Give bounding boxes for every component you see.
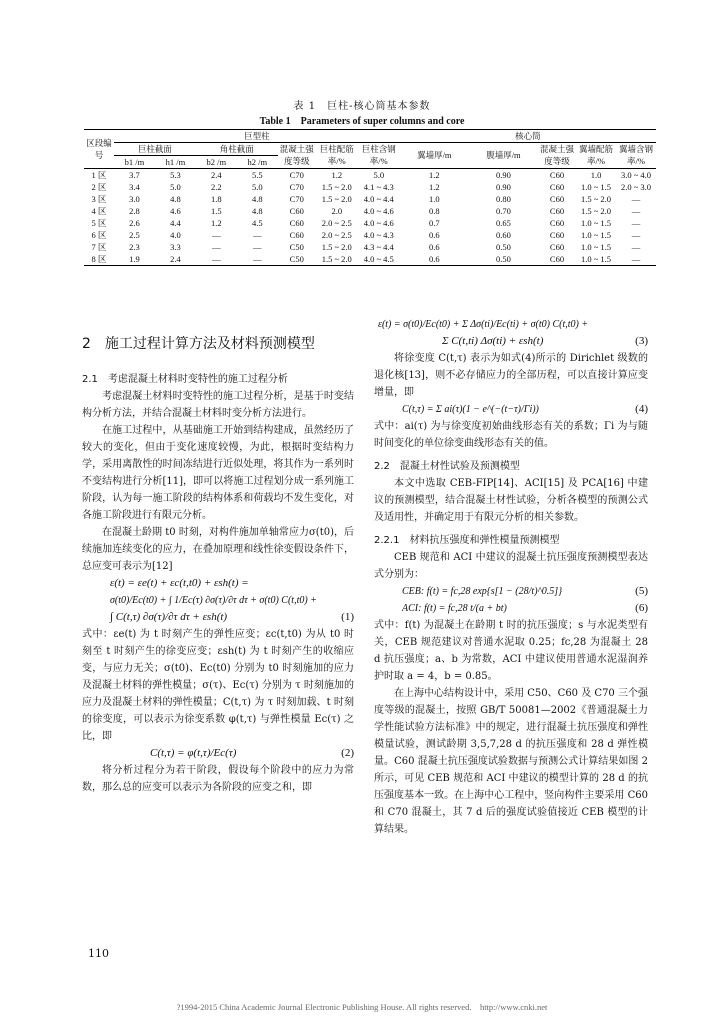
equation-number: (4) — [635, 403, 648, 415]
table-cell: 1.5 ~ 2.0 — [321, 241, 352, 252]
table-cell: 2.0 ~ 2.5 — [321, 217, 352, 228]
table-cell: — — [631, 205, 641, 216]
table-row — [84, 205, 656, 217]
table-cell: 2.0 ~ 2.5 — [321, 229, 352, 240]
table-cell: 2.8 — [129, 205, 140, 216]
table-cell: — — [631, 217, 641, 228]
header-b2: b2 /m — [196, 156, 237, 169]
equation-text: C(t,τ) = Σ ai(τ)(1 − e^(−(t−τ)/Γi)) — [402, 404, 539, 415]
equation-number: (5) — [635, 585, 648, 597]
equation-text: ε(t) = σ(t0)/Ec(t0) + Σ Δσ(ti)/Ec(ti) + σ(t0) C(t,t0) + — [378, 319, 589, 330]
table-body — [84, 168, 656, 265]
table-cell: C70 — [289, 181, 304, 192]
table-cell: 3.3 — [170, 241, 181, 252]
table-cell: 3.0 ~ 4.0 — [620, 169, 652, 180]
table-cell: 1.2 — [331, 169, 343, 180]
paragraph: 在混凝土龄期 t0 时刻，对构件施加单轴常应力σ(t0)，后续施加连续变化的应力，在叠加原理和线性徐变假设条件下，总应变可表示为[12] — [82, 527, 354, 572]
table-cell: C50 — [289, 241, 304, 252]
table-cell: 2.6 — [129, 217, 140, 228]
table-cell: 0.50 — [469, 253, 538, 266]
equation-number: (3) — [635, 335, 648, 347]
table-cell: — — [253, 229, 262, 240]
table-cell: — — [253, 241, 262, 252]
table-cell: 0.80 — [495, 193, 511, 204]
paragraph: 将徐变度 C(t,τ) 表示为如式(4)所示的 Dirichlet 级数的退化核[13]，则不必存储应力的全部历程，可以直接计算应变增量，即 — [374, 353, 648, 398]
equation-text: ∫ C(t,τ) ∂σ(τ)/∂τ dτ + εsh(t) — [110, 611, 228, 623]
equation-5 — [374, 583, 648, 600]
header-flange: 翼墙厚/m — [400, 143, 469, 169]
header-b1: b1 /m — [114, 156, 155, 169]
paragraph: 本文中选取 CEB-FIP[14]、ACI[15] 及 PCA[16] 中建议的预测模型，结合混凝土材性试验，分析各模型的预测公式及适用性，并确定用于有限元分析的相关参数。 — [374, 478, 648, 523]
table-cell: 1.2 — [428, 169, 440, 180]
subsection-heading-2-1: 2.1 考虑混凝土材料时变特性的施工过程分析 — [82, 374, 288, 385]
table-row — [84, 217, 656, 229]
table-cell: 1.0 ~ 1.5 — [576, 253, 616, 266]
table-cell: 4.0 ~ 4.3 — [363, 229, 394, 240]
table-cell: C60 — [549, 193, 565, 204]
table-cell: 6 区 — [91, 229, 107, 240]
equation-text: ε(t) = εe(t) + εc(t,t0) + εsh(t) = — [110, 577, 249, 589]
table-cell: 3.4 — [129, 181, 140, 192]
table-cell: 4.0 ~ 4.6 — [363, 217, 394, 228]
table-cell: 1.8 — [211, 193, 222, 204]
table-cell: — — [212, 241, 221, 252]
table-caption-cn: 表 1 巨柱-核心筒基本参数 — [293, 101, 431, 112]
table-cell: 1.5 ~ 2.0 — [321, 181, 352, 192]
table-row — [84, 181, 656, 193]
table-cell: 1.0 ~ 1.5 — [580, 217, 612, 228]
table-cell: 4.0 ~ 4.4 — [363, 193, 394, 204]
table-cell: — — [616, 253, 656, 266]
equation-number: (2) — [341, 747, 354, 759]
table-cell: 2.2 — [211, 181, 222, 192]
table-cell: 5.0 — [251, 181, 263, 192]
table-cell: 3 区 — [91, 193, 107, 204]
table-cell: 1 区 — [91, 169, 107, 180]
subsection-heading-2-2: 2.2 混凝土材性试验及预测模型 — [374, 461, 520, 472]
table-cell: 4.0 — [170, 229, 181, 240]
table-cell: C60 — [289, 229, 304, 240]
equation-text: C(t,τ) = φ(t,τ)/Ec(τ) — [150, 747, 237, 759]
table-cell: 4.5 — [251, 217, 263, 228]
table-cell: 4.1 ~ 4.3 — [363, 181, 394, 192]
paragraph: 考虑混凝土材料时变特性的施工过程分析，是基于时变结构分析方法，并结合混凝土材料时变分析方法进行。 — [82, 391, 354, 419]
table-cell: 5.5 — [251, 169, 263, 180]
header-concrete: 混凝土强度等级 — [279, 144, 314, 167]
table-row — [84, 168, 656, 181]
header-zone: 区段编号 — [84, 130, 114, 169]
equation-text: Σ C(t,ti) Δσ(ti) + εsh(t) — [442, 335, 544, 347]
table-cell: 1.5 ~ 2.0 — [321, 193, 352, 204]
table-cell: 1.0 ~ 1.5 — [580, 229, 612, 240]
table-cell: 1.5 — [211, 205, 222, 216]
table-cell: 0.6 — [428, 229, 440, 240]
header-corner: 角柱截面 — [196, 143, 278, 156]
table-cell: 1.5 ~ 2.0 — [580, 193, 612, 204]
paragraph: 式中：ai(τ) 为与徐变度初始曲线形态有关的系数；Γi 为与随时间变化的单位徐变曲线形态有关的值。 — [374, 421, 648, 449]
paragraph: 在上海中心结构设计中，采用 C50、C60 及 C70 三个强度等级的混凝土，按照 GB/T 50081—2002《普通混凝土力学性能试验方法标准》中的规定，进行混凝土抗压强度和弹性模量试验，测试龄期 3,5,7,28 d 的抗压强度和 28 d 弹性模量。C60 混凝土抗压强度试验数据与预测公式计算结果如图 2 所示，可见 CEB 规范和 ACI 中建议的模型计算的 28 d 的抗压强度基本一致。在上海中心工程中，竖向构件主要采用 C60 和 C70 混凝土，其 7 d 后的强度试验值接近 CEB 模型的计算结果。 — [374, 688, 648, 835]
table-cell: 0.6 — [428, 241, 440, 252]
equation-1-line-1 — [82, 575, 354, 592]
table-cell: 2.0 ~ 3.0 — [620, 181, 652, 192]
section-heading-2: 2 施工过程计算方法及材料预测模型 — [82, 336, 315, 352]
table-cell: 8 区 — [84, 253, 114, 266]
table-cell: 4.8 — [251, 193, 263, 204]
table-cell: 4.8 — [251, 205, 263, 216]
table-cell: 2.3 — [129, 241, 140, 252]
table-cell: 4 区 — [91, 205, 107, 216]
subsection-heading-2-2-1: 2.2.1 材料抗压强度和弹性模量预测模型 — [374, 535, 560, 546]
paragraph: CEB 规范和 ACI 中建议的混凝土抗压强度预测模型表达式分别为： — [374, 552, 648, 580]
table-cell: 3.0 — [129, 193, 140, 204]
table-cell: 1.9 — [114, 253, 155, 266]
table-cell: 0.70 — [495, 205, 511, 216]
table-cell: C60 — [549, 169, 565, 180]
table-cell: 0.50 — [495, 241, 511, 252]
equation-text: σ(t0)/Ec(t0) + ∫ 1/Ec(τ) ∂σ(τ)/∂τ dτ + σ(t0) C(t,t0) + — [110, 595, 317, 606]
table-cell: 2 区 — [91, 181, 107, 192]
table-cell: — — [631, 193, 641, 204]
table-cell: 0.60 — [495, 229, 511, 240]
table-cell: 4.0 ~ 4.6 — [363, 205, 394, 216]
page-number: 110 — [88, 947, 109, 960]
table-cell: 5.3 — [170, 169, 181, 180]
table-cell: C60 — [549, 217, 565, 228]
equation-3-line-1 — [374, 316, 648, 333]
copyright-footer: ?1994-2015 China Academic Journal Electronic Publishing House. All rights reserved. http://www.cnki.net — [176, 1002, 548, 1012]
table-cell: — — [631, 241, 641, 252]
table-cell: 2.4 — [211, 169, 222, 180]
table-cell: 7 区 — [91, 241, 107, 252]
table-cell: C60 — [549, 205, 565, 216]
table-cell: 0.90 — [495, 169, 511, 180]
table-cell: 5 区 — [91, 217, 107, 228]
table-cell: 0.8 — [428, 205, 440, 216]
table-cell: 0.6 — [400, 253, 469, 266]
left-column — [82, 330, 354, 796]
parameters-table — [84, 129, 656, 266]
header-h2: h2 /m — [237, 156, 278, 169]
table-cell: — — [196, 253, 237, 266]
table-cell: C50 — [278, 253, 316, 266]
table-cell: 4.3 ~ 4.4 — [363, 241, 394, 252]
paragraph: 将分析过程分为若干阶段，假设每个阶段中的应力为常数，那么总的应变可以表示为各阶段的应变之和，即 — [82, 765, 354, 793]
equation-text: ACI: f(t) = fc,28 t/(a + bt) — [402, 603, 507, 614]
table-cell: 1.0 ~ 1.5 — [580, 241, 612, 252]
header-steel: 巨柱含钢率/% — [358, 143, 400, 169]
table-cell: 4.6 — [170, 205, 181, 216]
table-cell: 1.0 — [428, 193, 440, 204]
header-h1: h1 /m — [155, 156, 196, 169]
equation-1-line-2 — [82, 592, 354, 609]
paragraph: 式中：f(t) 为混凝土在龄期 t 时的抗压强度；s 与水泥类型有关，CEB 规范建议对普通水泥取 0.25；fc,28 为混凝土 28 d 抗压强度；a、b 为常数，ACI 中建议使用普通水泥湿润养护时取 a = 4，b = 0.85。 — [374, 620, 648, 682]
table-cell: 1.2 — [211, 217, 222, 228]
right-column — [374, 316, 648, 838]
table-cell: 4.4 — [170, 217, 181, 228]
equation-number: (6) — [635, 602, 648, 614]
table-cell: 0.90 — [495, 181, 511, 192]
table-cell: C60 — [289, 205, 304, 216]
header-web: 腹墙厚/m — [469, 143, 538, 169]
header-core-rebar: 翼墙配筋率/% — [576, 143, 616, 169]
equation-1-line-3 — [82, 609, 354, 626]
table-cell: 1.0 — [590, 169, 602, 180]
table-row — [84, 193, 656, 205]
header-super-columns: 巨型柱 — [114, 130, 400, 143]
table-cell: 3.7 — [129, 169, 140, 180]
table-caption-en: Table 1 Parameters of super columns and core — [259, 116, 465, 127]
equation-4 — [374, 401, 648, 418]
header-core: 核心筒 — [400, 130, 656, 143]
table-cell: 1.0 ~ 1.5 — [580, 181, 612, 192]
table-cell: 4.8 — [170, 193, 181, 204]
table-row — [84, 253, 656, 266]
paragraph: 式中：εe(t) 为 t 时刻产生的弹性应变；εc(t,t0) 为从 t0 时刻至 t 时刻产生的徐变应变；εsh(t) 为 t 时刻产生的收缩应变，与应力无关；σ(t0)、Ec(t0) 分别为 t0 时刻施加的应力及混凝土材料的弹性模量；σ(τ)、Ec(τ) 分别为 τ 时刻施加的应力及混凝土材料的弹性模量；C(t,τ) 为 τ 时刻加载、t 时刻的徐变度，可以表示为徐变系数 φ(t,τ) 与弹性模量 Ec(τ) 之比，即 — [82, 629, 354, 742]
table-cell: 1.5 ~ 2.0 — [580, 205, 612, 216]
table-cell: C70 — [289, 193, 304, 204]
table-cell: 5.0 — [170, 181, 181, 192]
table-cell: C60 — [549, 181, 565, 192]
table-cell: 2.0 — [331, 205, 343, 216]
equation-2 — [82, 745, 354, 762]
header-rebar: 巨柱配筋率/% — [316, 143, 358, 169]
table-cell: 0.65 — [495, 217, 511, 228]
header-core-steel: 翼墙含钢率/% — [616, 143, 656, 169]
equation-number: (1) — [341, 611, 354, 623]
table-cell: 0.7 — [428, 217, 440, 228]
paragraph: 在施工过程中，从基础施工开始到结构建成，虽然经历了较大的变化，但由于变化速度较慢，为此，根据时变结构力学，采用离散性的时间冻结进行近似处理，将其作为一系列时不变结构进行分析[11]，即可以将施工过程划分成一系列施工阶段，认为每一施工阶段的结构体系和荷载均不发生变化，对各施工阶段进行有限元分析。 — [82, 425, 354, 521]
table-cell: C60 — [289, 217, 304, 228]
table-cell: C70 — [289, 169, 304, 180]
table-cell: 2.4 — [155, 253, 196, 266]
table-cell: 1.2 — [428, 181, 440, 192]
table-cell: C60 — [549, 241, 565, 252]
equation-text: CEB: f(t) = fc,28 exp{s[1 − (28/t)^0.5]} — [402, 586, 563, 597]
header-core-concrete: 混凝土强度等级 — [539, 144, 574, 167]
equation-3-line-2 — [374, 333, 648, 350]
equation-6 — [374, 600, 648, 617]
table-cell: — — [631, 229, 641, 240]
table-row — [84, 241, 656, 253]
table-cell: 2.5 — [129, 229, 140, 240]
table-cell: 5.0 — [373, 169, 385, 180]
table-cell: — — [212, 229, 221, 240]
table-cell: C60 — [538, 253, 576, 266]
table-cell: 4.0 ~ 4.5 — [358, 253, 400, 266]
header-section: 巨柱截面 — [114, 143, 196, 156]
table-cell: — — [237, 253, 278, 266]
table-cell: 1.5 ~ 2.0 — [316, 253, 358, 266]
table-row — [84, 229, 656, 241]
table-cell: C60 — [549, 229, 565, 240]
